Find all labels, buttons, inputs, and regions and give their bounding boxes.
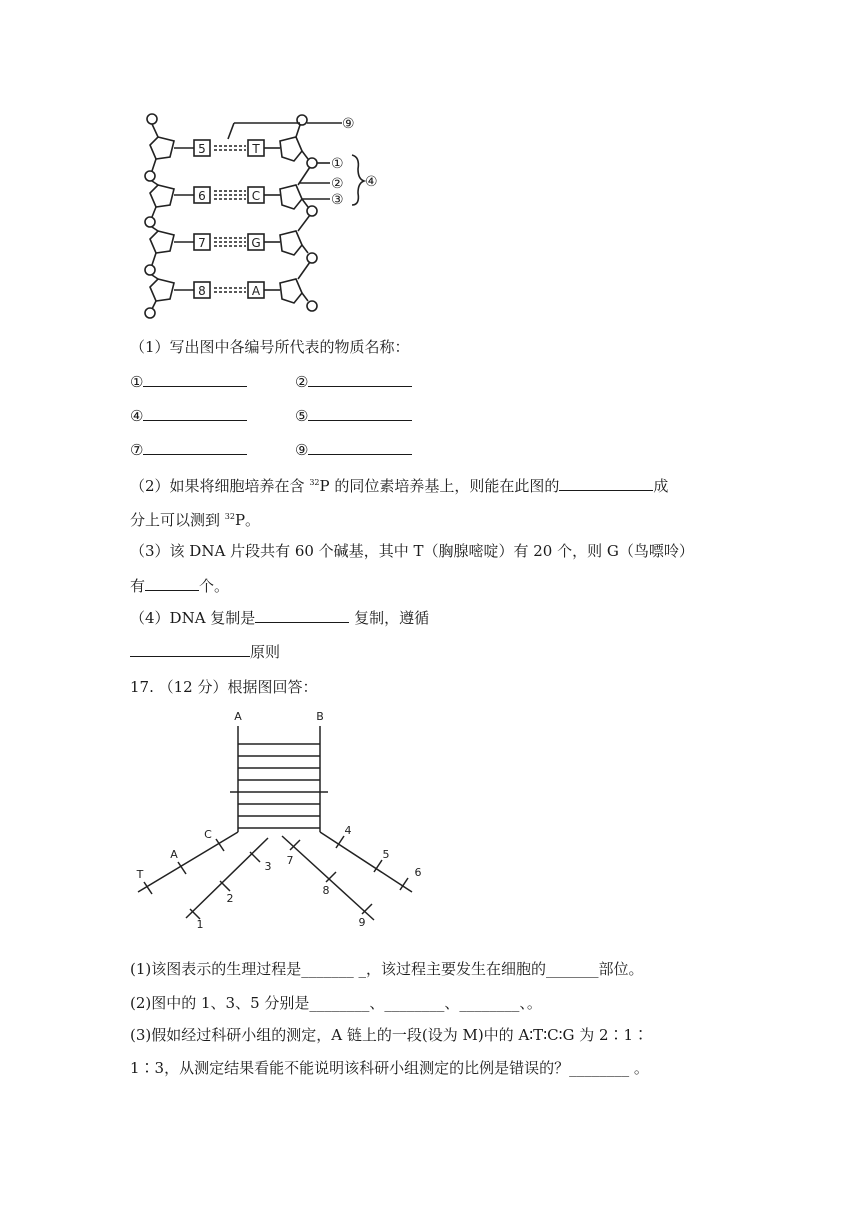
q4-answer-blank-2[interactable] [130, 640, 250, 657]
answer-blank-1[interactable] [130, 370, 247, 393]
branch-label-7: 7 [286, 854, 294, 867]
q3-line2 [130, 574, 229, 597]
base-label-t: T [252, 142, 260, 156]
q17-sub3-line1: (3)假如经过科研小组的测定，A 链上的一段(设为 M)中的 A∶T∶C∶G 为 2∶1∶ [130, 1026, 649, 1044]
q2-text: 成 [653, 477, 669, 495]
branch-label-3: 3 [264, 860, 272, 873]
branch-label-4: 4 [344, 824, 352, 837]
callout-2: ② [331, 176, 344, 192]
q2-line1 [130, 472, 668, 497]
strand-label-b: B [316, 710, 324, 723]
dna-replication-figure [130, 708, 430, 933]
q4-text: （4）DNA 复制是 [130, 609, 256, 627]
branch-label-t: T [136, 868, 144, 881]
isotope-mass: 32 [224, 512, 235, 521]
branch-label-2: 2 [226, 892, 234, 905]
q4-line2 [130, 640, 280, 663]
answer-label: ① [130, 373, 144, 391]
branch-label-9: 9 [358, 916, 366, 929]
answer-blank-4[interactable] [130, 404, 247, 427]
q3-line1: （3）该 DNA 片段共有 60 个碱基，其中 T（胸腺嘧啶）有 20 个，则 G（鸟嘌呤） [130, 542, 694, 560]
q17-text: ，该过程主要发生在细胞的 [366, 960, 547, 978]
q4-text: 原则 [250, 643, 281, 661]
answer-blank-7[interactable] [130, 438, 247, 461]
q2-answer-blank[interactable] [559, 474, 653, 491]
strand-label-a: A [234, 710, 242, 723]
base-label-7: 7 [198, 236, 206, 250]
base-label-5: 5 [198, 142, 206, 156]
q17-text: 部位。 [598, 960, 644, 978]
callout-1: ① [331, 156, 344, 172]
answer-blank-2[interactable] [295, 370, 412, 393]
base-label-8: 8 [198, 284, 206, 298]
q2-line2 [130, 506, 260, 531]
q3-answer-blank[interactable] [145, 574, 199, 591]
q2-text: （2）如果将细胞培养在含 [130, 477, 310, 495]
branch-label-1: 1 [196, 918, 204, 931]
branch-label-8: 8 [322, 884, 330, 897]
q3-text: 有 [130, 577, 146, 595]
q1-prompt: （1）写出图中各编号所代表的物质名称： [130, 338, 410, 356]
answer-label: ④ [130, 407, 144, 425]
q3-text: 个。 [199, 577, 230, 595]
answer-label: ⑦ [130, 441, 144, 459]
dna-structure-figure [130, 105, 380, 320]
base-label-a: A [251, 284, 261, 298]
callout-3: ③ [331, 192, 344, 208]
base-label-6: 6 [198, 189, 206, 203]
callout-9: ⑨ [342, 116, 355, 132]
q2-text: P。 [234, 511, 261, 529]
branch-label-6: 6 [414, 866, 422, 879]
q17-answer-blank-2[interactable]: _______ [546, 960, 599, 978]
q4-answer-blank-1[interactable] [255, 606, 349, 623]
branch-label-a: A [170, 848, 178, 861]
q4-text: 复制，遵循 [349, 609, 430, 627]
q2-text: P 的同位素培养基上，则能在此图的 [319, 477, 560, 495]
answer-label: ② [295, 373, 309, 391]
answer-blank-9[interactable] [295, 438, 412, 461]
branch-label-5: 5 [382, 848, 390, 861]
callout-4: ④ [365, 174, 378, 190]
q17-sub2: (2)图中的 1、3、5 分别是________、________、________、。 [130, 994, 542, 1012]
isotope-mass: 32 [309, 478, 320, 487]
q17-sub1 [130, 958, 644, 980]
branch-label-c: C [204, 828, 212, 841]
answer-label: ⑨ [295, 441, 309, 459]
base-label-g: G [251, 236, 261, 250]
answer-label: ⑤ [295, 407, 309, 425]
q17-heading: 17. （12 分）根据图回答： [130, 678, 318, 696]
q17-text: (1)该图表示的生理过程是 [130, 960, 302, 978]
q2-text: 分上可以测到 [130, 511, 225, 529]
q17-sub3-line2: 1∶3，从测定结果看能不能说明该科研小组测定的比例是错误的？________ 。 [130, 1059, 649, 1077]
q17-answer-blank-1[interactable]: _______ _ [301, 960, 367, 978]
q4-line1 [130, 606, 429, 629]
base-label-c: C [251, 189, 261, 203]
answer-blank-5[interactable] [295, 404, 412, 427]
